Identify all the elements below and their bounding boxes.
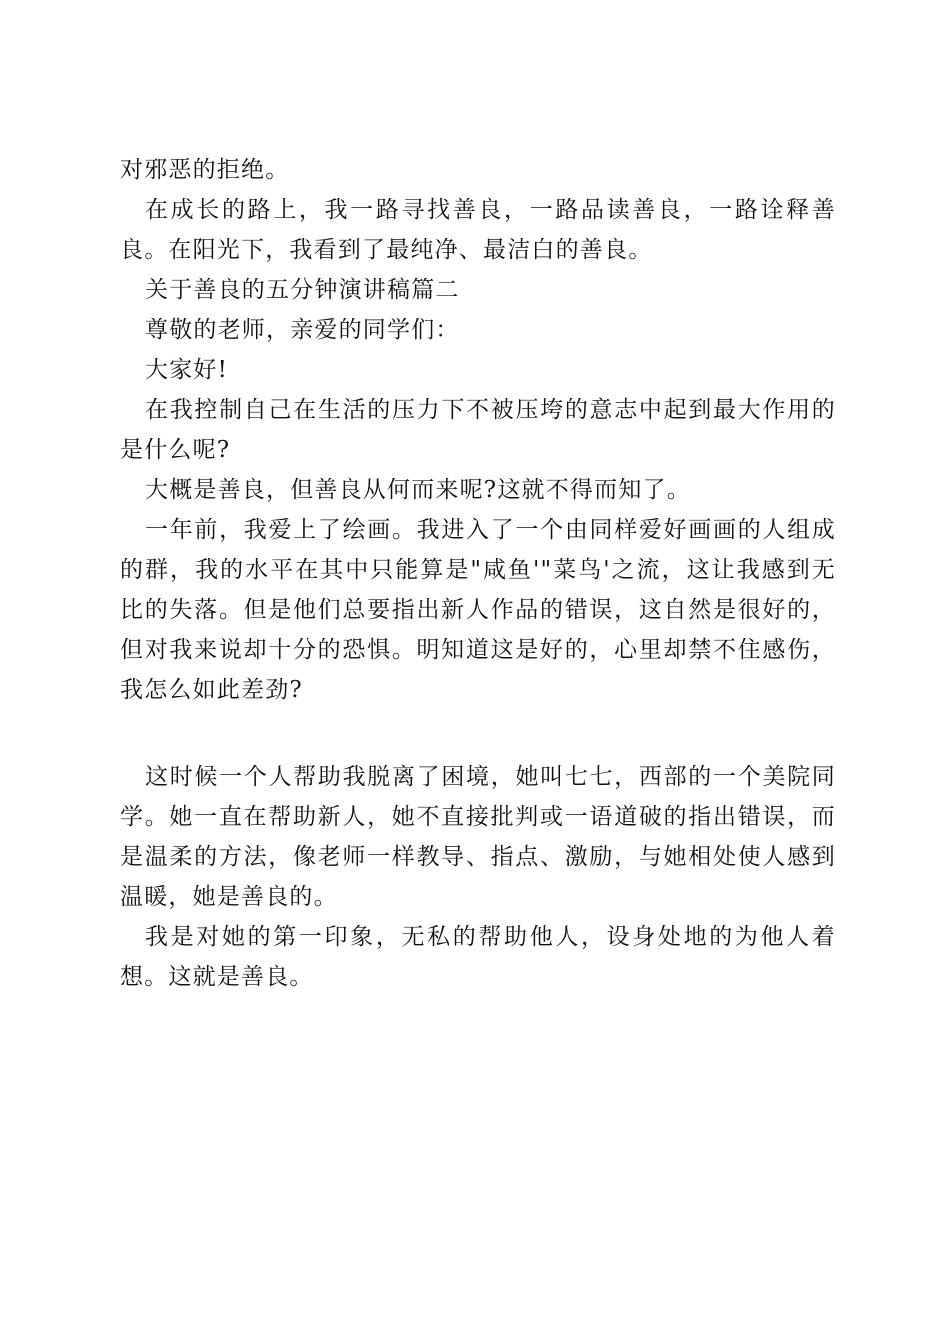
- salutation: 尊敬的老师，亲爱的同学们：: [145, 317, 460, 343]
- paragraph-gap: [120, 710, 836, 757]
- paragraph-9: 这时候一个人帮助我脱离了困境，她叫七七，西部的一个美院同学。她一直在帮助新人，她不直接批判或一语道破的指出错误，而是温柔的方法，像老师一样教导、指点、激励，与她相处使人感到温暖，她是善良的。: [120, 764, 836, 910]
- greeting: 大家好!: [145, 357, 229, 383]
- paragraph-6: 在我控制自己在生活的压力下不被压垮的意志中起到最大作用的是什么呢?: [120, 397, 836, 463]
- section-heading: 关于善良的五分钟演讲稿篇二: [145, 277, 460, 303]
- document-body: [120, 150, 836, 997]
- paragraph-10: 我是对她的第一印象，无私的帮助他人，设身处地的为他人着想。这就是善良。: [120, 924, 836, 990]
- paragraph-2: 在成长的路上，我一路寻找善良，一路品读善良，一路诠释善良。在阳光下，我看到了最纯净、最洁白的善良。: [120, 197, 836, 263]
- paragraph-7: 大概是善良，但善良从何而来呢?这就不得而知了。: [145, 477, 691, 503]
- paragraph-8: 一年前，我爱上了绘画。我进入了一个由同样爱好画画的人组成的群，我的水平在其中只能算是"咸鱼'"菜鸟'之流，这让我感到无比的失落。但是他们总要指出新人作品的错误，这自然是很好的，但对我来说却十分的恐惧。明知道这是好的，心里却禁不住感伤，我怎么如此差劲?: [120, 517, 836, 703]
- paragraph-1: 对邪恶的拒绝。: [120, 157, 290, 183]
